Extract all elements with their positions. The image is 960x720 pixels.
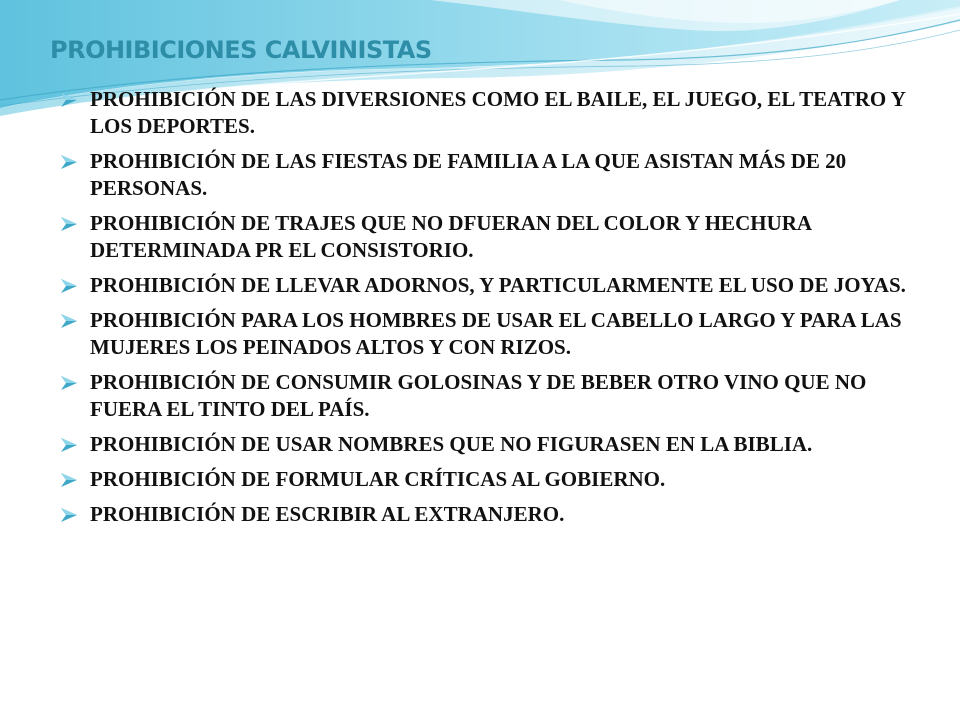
arrowhead-bullet-icon — [60, 278, 78, 294]
slide-title: PROHIBICIONES CALVINISTAS — [50, 36, 432, 64]
arrowhead-bullet-icon — [60, 216, 78, 232]
list-item-text: PROHIBICIÓN DE TRAJES QUE NO DFUERAN DEL COLOR Y HECHURA DETERMINADA PR EL CONSISTORIO. — [90, 211, 811, 262]
list-item-text: PROHIBICIÓN PARA LOS HOMBRES DE USAR EL CABELLO LARGO Y PARA LAS MUJERES LOS PEINADOS ALTOS Y CON RIZOS. — [90, 308, 902, 359]
list-item-text: PROHIBICIÓN DE LAS DIVERSIONES COMO EL BAILE, EL JUEGO, EL TEATRO Y LOS DEPORTES. — [90, 87, 906, 138]
list-item — [60, 210, 930, 264]
list-item-text: PROHIBICIÓN DE USAR NOMBRES QUE NO FIGURASEN EN LA BIBLIA. — [90, 432, 813, 456]
arrowhead-bullet-icon — [60, 92, 78, 108]
arrowhead-bullet-icon — [60, 507, 78, 523]
list-item-text: PROHIBICIÓN DE LLEVAR ADORNOS, Y PARTICULARMENTE EL USO DE JOYAS. — [90, 273, 906, 297]
list-item — [60, 466, 930, 493]
list-item — [60, 501, 930, 528]
arrowhead-bullet-icon — [60, 437, 78, 453]
arrowhead-bullet-icon — [60, 154, 78, 170]
list-item — [60, 431, 930, 458]
list-item-text: PROHIBICIÓN DE LAS FIESTAS DE FAMILIA A LA QUE ASISTAN MÁS DE 20 PERSONAS. — [90, 149, 847, 200]
arrowhead-bullet-icon — [60, 375, 78, 391]
list-item — [60, 148, 930, 202]
list-item — [60, 272, 930, 299]
list-item-text: PROHIBICIÓN DE FORMULAR CRÍTICAS AL GOBIERNO. — [90, 467, 666, 491]
bullet-list — [60, 86, 930, 536]
arrowhead-bullet-icon — [60, 313, 78, 329]
arrowhead-bullet-icon — [60, 472, 78, 488]
list-item-text: PROHIBICIÓN DE ESCRIBIR AL EXTRANJERO. — [90, 502, 565, 526]
list-item — [60, 369, 930, 423]
list-item — [60, 307, 930, 361]
list-item — [60, 86, 930, 140]
list-item-text: PROHIBICIÓN DE CONSUMIR GOLOSINAS Y DE BEBER OTRO VINO QUE NO FUERA EL TINTO DEL PAÍS. — [90, 370, 867, 421]
